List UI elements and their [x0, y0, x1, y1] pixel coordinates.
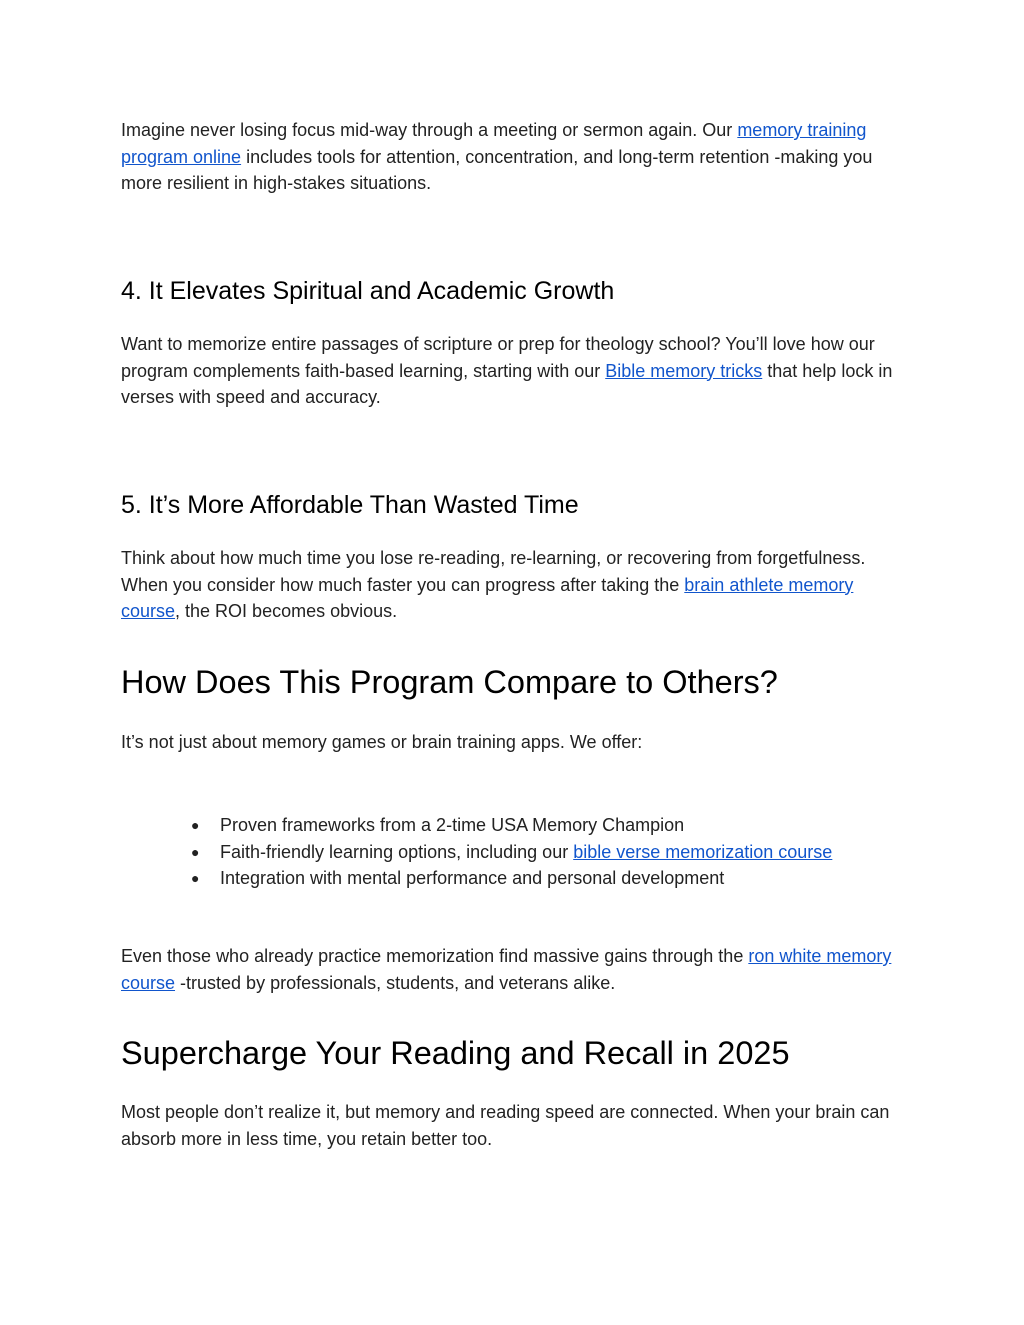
memory-training-program-link[interactable]: memory training program online — [121, 120, 867, 167]
supercharge-paragraph: Most people don’t realize it, but memory and reading speed are connected. When your brain can absorb more in less time, you retain better too. — [121, 1102, 890, 1149]
section4-heading: 4. It Elevates Spiritual and Academic Growth — [121, 277, 615, 305]
list-item-text: Proven frameworks from a 2-time USA Memory Champion — [220, 815, 685, 835]
list-item-text: Integration with mental performance and personal development — [220, 868, 725, 888]
section5-text-after: , the ROI becomes obvious. — [175, 601, 398, 621]
ron-white-course-link[interactable]: ron white memory course — [121, 946, 892, 993]
intro-paragraph — [121, 117, 911, 197]
supercharge-heading: Supercharge Your Reading and Recall in 2025 — [121, 1035, 790, 1071]
section4-text-before: Want to memorize entire passages of scripture or prep for theology school? You’ll love how our program complements faith-based learning, starting with our — [121, 334, 875, 381]
section4-text-after: that help lock in verses with speed and accuracy. — [121, 360, 893, 407]
section5-text-before: Think about how much time you lose re-reading, re-learning, or recovering from forgetfulness. When you consider how much faster you can progress after taking the — [121, 548, 866, 595]
compare-closing-paragraph — [121, 943, 911, 996]
compare-heading: How Does This Program Compare to Others? — [121, 664, 778, 700]
list-item — [186, 865, 832, 892]
bible-verse-course-link[interactable]: bible verse memorization course — [573, 841, 833, 862]
closing-text-before: Even those who already practice memorization find massive gains through the — [121, 946, 749, 966]
section5-heading: 5. It’s More Affordable Than Wasted Time — [121, 491, 579, 519]
bullet-icon: ● — [191, 870, 200, 886]
intro-text-after: includes tools for attention, concentration, and long-term retention -making you more resilient in high-stakes situations. — [121, 146, 873, 193]
bible-memory-tricks-link[interactable]: Bible memory tricks — [605, 360, 763, 381]
bullet-icon: ● — [191, 817, 200, 833]
section4-paragraph — [121, 331, 911, 411]
list-item — [186, 812, 832, 839]
list-item-text: Faith-friendly learning options, including our — [220, 841, 574, 862]
closing-text-after: -trusted by professionals, students, and veterans alike. — [175, 972, 616, 993]
brain-athlete-course-link[interactable]: brain athlete memory course — [121, 574, 854, 621]
section5-paragraph — [121, 545, 911, 625]
compare-intro: It’s not just about memory games or brain training apps. We offer: — [121, 732, 643, 752]
list-item — [186, 839, 832, 866]
bullet-icon: ● — [191, 843, 200, 860]
intro-text-before: Imagine never losing focus mid-way through a meeting or sermon again. Our — [121, 120, 738, 140]
features-list — [186, 812, 832, 892]
